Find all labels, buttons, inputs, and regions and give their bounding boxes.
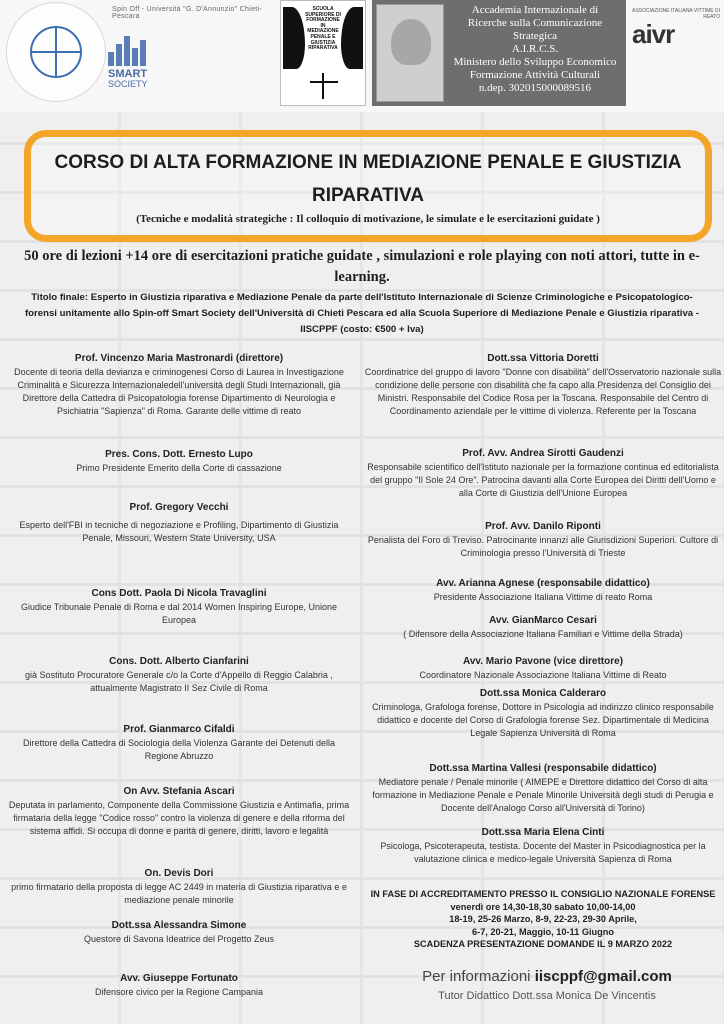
final-title-text: Titolo finale: Esperto in Giustizia riparativa e Mediazione Penale da parte dell'Istituto Internazionale di Scienze Criminologiche e Psicopatologico-forensi unitamente allo Spin-off Smart Society dell'Università di Chieti Pescara ed alla Scuola Superiore di Mediazione Penale e Giustizia riparativa - IISCPPF (costo: €500 + Iva) xyxy=(24,292,700,335)
speaker-description: Presidente Associazione Italiana Vittime di reato Roma xyxy=(433,592,653,602)
head-silhouette-right-icon xyxy=(341,7,363,69)
accademia-line: A.I.R.C.S. xyxy=(511,43,559,55)
speaker-name: Avv. Arianna Agnese (responsabile didattico) xyxy=(436,578,650,589)
accademia-text xyxy=(448,4,622,95)
speaker-name: Cons Dott. Paola Di Nicola Travaglini xyxy=(91,588,267,599)
speaker-name: Avv. Giuseppe Fortunato xyxy=(120,973,238,984)
speaker-entry xyxy=(6,972,352,999)
speaker-name: Dott.ssa Maria Elena Cinti xyxy=(481,827,605,838)
speaker-name: On Avv. Stefania Ascari xyxy=(123,786,235,797)
speaker-entry xyxy=(6,785,352,838)
speaker-entry xyxy=(364,655,722,682)
globe-icon xyxy=(30,26,82,78)
speaker-name: Prof. Avv. Danilo Riponti xyxy=(485,521,601,532)
speaker-description: Deputata in parlamento, Componente della Commissione Giustizia e Antimafia, prima firmataria della legge "Codice rosso" contro la violenza di genere e della riforma del sistema affidi. Si occupa di donne e parità di genere, diritti, lavoro e legalità xyxy=(8,800,350,836)
speaker-name: Cons. Dott. Alberto Cianfarini xyxy=(109,656,249,667)
speaker-entry xyxy=(364,826,722,866)
accreditation-dates: 18-19, 25-26 Marzo, 8-9, 22-23, 29-30 Aprile, xyxy=(449,914,637,924)
speaker-name: Prof. Avv. Andrea Sirotti Gaudenzi xyxy=(462,448,624,459)
speaker-entry xyxy=(6,919,352,946)
course-title: CORSO DI ALTA FORMAZIONE IN MEDIAZIONE PENALE E GIUSTIZIA RIPARATIVA xyxy=(54,152,682,206)
aivr-wordmark: aivr xyxy=(632,19,675,49)
accademia-line: Ricerche sulla Comunicazione xyxy=(467,17,603,29)
speaker-name: Prof. Gregory Vecchi xyxy=(129,502,229,513)
speaker-description: Criminologa, Grafologa forense, Dottore in Psicologia ad indirizzo clinico responsabile didattico e docente del Corso di Grafologia forense Sez. Dipartimentale di Medicina Legale Sapienza Università di Roma xyxy=(372,702,714,738)
speaker-description: Responsabile scientifico dell'Istituto nazionale per la formazione continua ed editorialista del gruppo "Il Sole 24 Ore". Patrocina davanti alla Corte Europea dei Diritti dell'Uomo e alla Corte di Giustizia dell'Unione Europea xyxy=(367,462,719,498)
speaker-entry xyxy=(364,447,722,500)
speaker-description: Primo Presidente Emerito della Corte di cassazione xyxy=(76,463,282,473)
knight-crest-icon xyxy=(376,4,444,102)
speaker-entry xyxy=(6,723,352,763)
aivr-logo xyxy=(632,8,720,48)
speaker-name: Pres. Cons. Dott. Ernesto Lupo xyxy=(105,449,253,460)
speaker-name: Prof. Vincenzo Maria Mastronardi (direttore) xyxy=(74,353,284,364)
speaker-name: Dott.ssa Vittoria Doretti xyxy=(487,353,599,364)
lessons-summary: 50 ore di lezioni +14 ore di esercitazioni pratiche guidate , simulazioni e role playing con noti attori, tutte in e-learning. xyxy=(24,248,700,285)
speaker-entry xyxy=(364,520,722,560)
accademia-line: Strategica xyxy=(513,30,557,42)
speaker-name: Prof. Gianmarco Cifaldi xyxy=(123,724,235,735)
accreditation-deadline: SCADENZA PRESENTAZIONE DOMANDE IL 9 MARZO 2022 xyxy=(413,939,673,949)
speaker-name: On. Devis Dori xyxy=(144,868,214,879)
building-bars-icon xyxy=(108,36,160,66)
institute-logo xyxy=(6,2,106,102)
speaker-description: primo firmatario della proposta di legge AC 2449 in materia di Giustizia riparativa e e mediazione penale minorile xyxy=(11,882,347,905)
speaker-description: Giudice Tribunale Penale di Roma e dal 2014 Women Inspiring Europe, Unione Europea xyxy=(20,602,338,625)
info-line xyxy=(370,966,724,988)
course-subtitle: (Tecniche e modalità strategiche : Il colloquio di motivazione, le simulate e le esercitazioni guidate ) xyxy=(136,213,600,225)
speaker-description: Coordinatore Nazionale Associazione Italiana Vittime di Reato xyxy=(419,670,667,680)
scuola-superiore-logo xyxy=(280,0,366,106)
speaker-entry xyxy=(6,352,352,418)
info-label: Per informazioni xyxy=(422,968,531,985)
smart-society-logo xyxy=(108,36,160,92)
head-silhouette-left-icon xyxy=(283,7,305,69)
accreditation-block xyxy=(362,888,724,951)
speaker-description: Psicologa, Psicoterapeuta, testista. Docente del Master in Psicodiagnostica per la valutazione clinica e medico-legale Università Sapienza di Roma xyxy=(380,841,706,864)
speaker-description: ( Difensore della Associazione Italiana Familiari e Vittime della Strada) xyxy=(403,629,683,639)
speaker-entry xyxy=(364,614,722,641)
speaker-entry xyxy=(6,867,352,907)
accademia-line: n.dep. 302015000089516 xyxy=(478,82,592,94)
speaker-name: Dott.ssa Martina Vallesi (responsabile didattico) xyxy=(429,763,657,774)
accademia-logo xyxy=(372,0,626,106)
university-text: Spin Off - Università "G. D'Annunzio" Chieti-Pescara xyxy=(112,6,263,20)
speaker-entry xyxy=(6,655,352,695)
speaker-name: Avv. Mario Pavone (vice direttore) xyxy=(462,656,624,667)
speaker-description: Esperto dell'FBI in tecniche di negoziazione e Profiling, Dipartimento di Giustizia Penale, Missouri, Western State University, USA xyxy=(19,520,339,543)
smart-logo-line1: SMART xyxy=(108,68,148,80)
speaker-entry xyxy=(6,448,352,475)
speaker-description: Questore di Savona Ideatrice del Progetto Zeus xyxy=(83,934,275,944)
scuola-logo-text: SCUOLA SUPERIORE DI FORMAZIONE IN MEDIAZIONE PENALE E GIUSTIZIA RIPARATIVA xyxy=(305,6,341,52)
scales-of-justice-icon xyxy=(310,81,338,99)
speaker-entry xyxy=(6,501,352,545)
speaker-description: Penalista del Foro di Treviso. Patrocinante innanzi alle Giurisdizioni Superiori. Cultore di Criminologia presso l'Università di Trieste xyxy=(367,535,719,558)
speaker-description: Coordinatrice del gruppo di lavoro "Donne con disabilità" dell'Osservatorio nazionale sulla condizione delle persone con disabilità che fa capo alla Presidenza del Consiglio dei Ministri. Responsabile del Codice Rosa per la Toscana. Responsabile del Centro di Coordinamento aziendale per le vittime di violenza. Referente per la Toscana xyxy=(364,367,722,416)
speaker-entry xyxy=(6,587,352,627)
tutor-line: Tutor Didattico Dott.ssa Monica De Vincentis xyxy=(438,990,656,1002)
speaker-description: Direttore della Cattedra di Sociologia della Violenza Garante dei Detenuti della Regione Abruzzo xyxy=(22,738,336,761)
speaker-name: Dott.ssa Monica Calderaro xyxy=(479,688,607,699)
aivr-small-text: ASSOCIAZIONE ITALIANA VITTIME DI REATO xyxy=(632,8,720,20)
speaker-name: Avv. GianMarco Cesari xyxy=(489,615,597,626)
speaker-description: già Sostituto Procuratore Generale c/o la Corte d'Appello di Reggio Calabria , attualmente Magistrato II Sez Civile di Roma xyxy=(25,670,333,693)
speaker-entry xyxy=(364,577,722,604)
speaker-entry xyxy=(364,352,722,418)
accademia-line: Accademia Internazionale di xyxy=(471,4,599,16)
info-block xyxy=(370,966,724,1004)
accademia-line: Ministero dello Sviluppo Economico xyxy=(453,56,617,68)
accreditation-line: IN FASE DI ACCREDITAMENTO PRESSO IL CONSIGLIO NAZIONALE FORENSE xyxy=(370,889,716,899)
accreditation-schedule: venerdì ore 14,30-18,30 sabato 10,00-14,00 xyxy=(450,901,636,912)
accademia-line: Formazione Attività Culturali xyxy=(469,69,601,81)
smart-logo-line2: SOCIETY xyxy=(108,79,148,89)
speaker-name: Dott.ssa Alessandra Simone xyxy=(111,920,247,931)
speaker-entry xyxy=(364,687,722,740)
info-email[interactable]: iiscppf@gmail.com xyxy=(534,968,672,985)
speaker-entry xyxy=(364,762,722,815)
speaker-description: Docente di teoria della devianza e criminogenesi Corso di Laurea in Investigazione Criminalità e Sicurezza Internazionaledell'università degli Studi Internazionali, già Direttore della Cattedra di Psicopatologia forense Dipartimento di Neurologia e Psichiatria "Sapienza" di Roma. Garante delle vittime di reato xyxy=(14,367,344,416)
speaker-description: Mediatore penale / Penale minorile ( AIMEPE e Direttore didattico del Corso di alta formazione in Mediazione Penale e Penale Minorile Università degli studi di Perugia e Docente dell'Analogo Corso all'Università di Torino) xyxy=(372,777,714,813)
speaker-description: Difensore civico per la Regione Campania xyxy=(94,987,264,997)
accreditation-dates: 6-7, 20-21, Maggio, 10-11 Giugno xyxy=(472,926,614,937)
